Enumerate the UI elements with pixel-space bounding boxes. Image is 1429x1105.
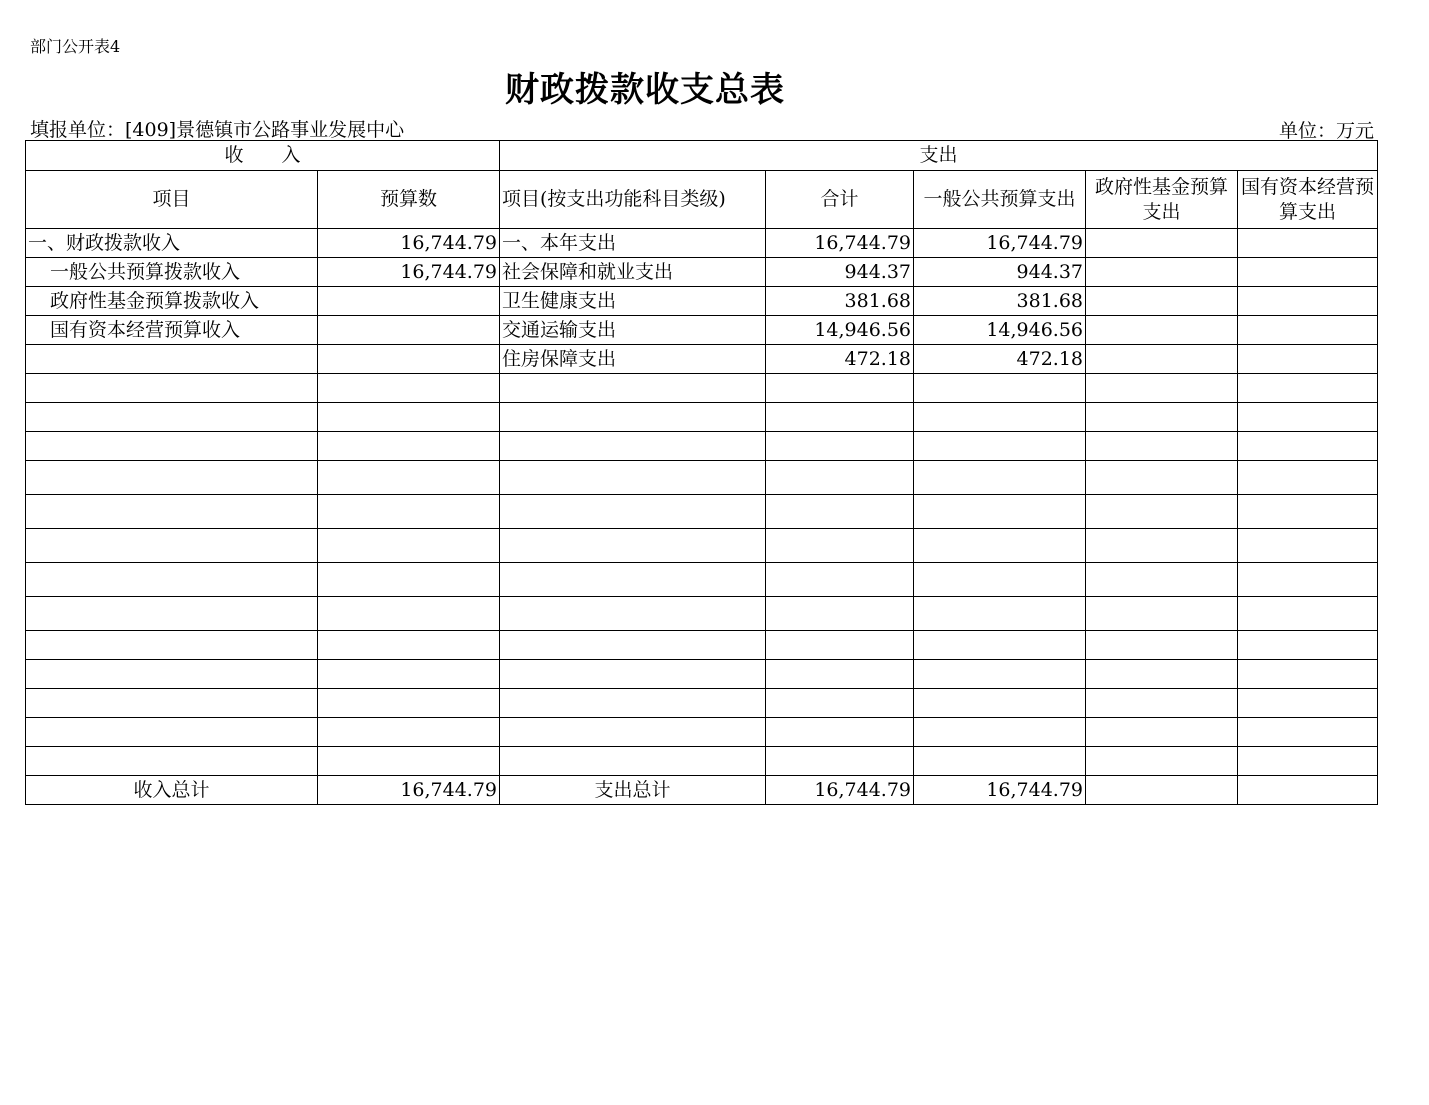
- group-header-row: [26, 141, 1378, 171]
- table-row: [26, 258, 1378, 287]
- expense-fund: [1086, 345, 1238, 374]
- expense-total: 381.68: [766, 287, 914, 316]
- income-value: [318, 345, 500, 374]
- col-header-func-item: 项目(按支出功能科目类级): [500, 171, 766, 229]
- reporting-unit: 填报单位：[409]景德镇市公路事业发展中心: [30, 119, 405, 141]
- income-group-header: 收 入: [26, 141, 500, 171]
- expense-total-label: 支出总计: [500, 776, 766, 805]
- income-item: 一般公共预算拨款收入: [26, 258, 318, 287]
- income-item: [26, 345, 318, 374]
- page-title: 财政拨款收支总表: [505, 70, 785, 110]
- expense-capital: [1238, 345, 1378, 374]
- expense-capital: [1238, 287, 1378, 316]
- expense-general-sum: 16,744.79: [914, 776, 1086, 805]
- empty-row: [26, 747, 1378, 776]
- empty-row: [26, 374, 1378, 403]
- expense-group-header: 支出: [500, 141, 1378, 171]
- income-value: [318, 316, 500, 345]
- income-item: 国有资本经营预算收入: [26, 316, 318, 345]
- income-total-label: 收入总计: [26, 776, 318, 805]
- col-header-capital: 国有资本经营预算支出: [1238, 171, 1378, 229]
- expense-fund: [1086, 287, 1238, 316]
- expense-fund: [1086, 316, 1238, 345]
- currency-unit: 单位：万元: [1278, 120, 1374, 142]
- finance-table: [25, 140, 1378, 805]
- expense-total: 14,946.56: [766, 316, 914, 345]
- income-item: 政府性基金预算拨款收入: [26, 287, 318, 316]
- expense-fund: [1086, 258, 1238, 287]
- expense-capital: [1238, 258, 1378, 287]
- col-header-general: 一般公共预算支出: [914, 171, 1086, 229]
- income-total-value: 16,744.79: [318, 776, 500, 805]
- empty-row: [26, 563, 1378, 597]
- empty-row: [26, 631, 1378, 660]
- empty-row: [26, 461, 1378, 495]
- table-number-label: 部门公开表4: [30, 37, 121, 56]
- empty-row: [26, 432, 1378, 461]
- income-value: 16,744.79: [318, 258, 500, 287]
- expense-capital: [1238, 229, 1378, 258]
- expense-general: 381.68: [914, 287, 1086, 316]
- expense-general: 16,744.79: [914, 229, 1086, 258]
- empty-row: [26, 718, 1378, 747]
- empty-row: [26, 495, 1378, 529]
- income-value: 16,744.79: [318, 229, 500, 258]
- empty-row: [26, 597, 1378, 631]
- col-header-total: 合计: [766, 171, 914, 229]
- col-header-fund: 政府性基金预算支出: [1086, 171, 1238, 229]
- expense-fund-sum: [1086, 776, 1238, 805]
- expense-item: 一、本年支出: [500, 229, 766, 258]
- col-header-item: 项目: [26, 171, 318, 229]
- expense-item: 社会保障和就业支出: [500, 258, 766, 287]
- expense-general: 944.37: [914, 258, 1086, 287]
- table-row: [26, 229, 1378, 258]
- expense-total-sum: 16,744.79: [766, 776, 914, 805]
- expense-general: 14,946.56: [914, 316, 1086, 345]
- table-row: [26, 287, 1378, 316]
- empty-row: [26, 660, 1378, 689]
- table-row: [26, 345, 1378, 374]
- empty-row: [26, 403, 1378, 432]
- empty-row: [26, 529, 1378, 563]
- expense-total: 944.37: [766, 258, 914, 287]
- expense-capital-sum: [1238, 776, 1378, 805]
- expense-item: 住房保障支出: [500, 345, 766, 374]
- table-row: [26, 316, 1378, 345]
- column-header-row: [26, 171, 1378, 229]
- expense-total: 16,744.79: [766, 229, 914, 258]
- empty-row: [26, 689, 1378, 718]
- expense-item: 卫生健康支出: [500, 287, 766, 316]
- total-row: [26, 776, 1378, 805]
- col-header-budget: 预算数: [318, 171, 500, 229]
- expense-total: 472.18: [766, 345, 914, 374]
- income-value: [318, 287, 500, 316]
- expense-capital: [1238, 316, 1378, 345]
- expense-fund: [1086, 229, 1238, 258]
- income-item: 一、财政拨款收入: [26, 229, 318, 258]
- expense-item: 交通运输支出: [500, 316, 766, 345]
- expense-general: 472.18: [914, 345, 1086, 374]
